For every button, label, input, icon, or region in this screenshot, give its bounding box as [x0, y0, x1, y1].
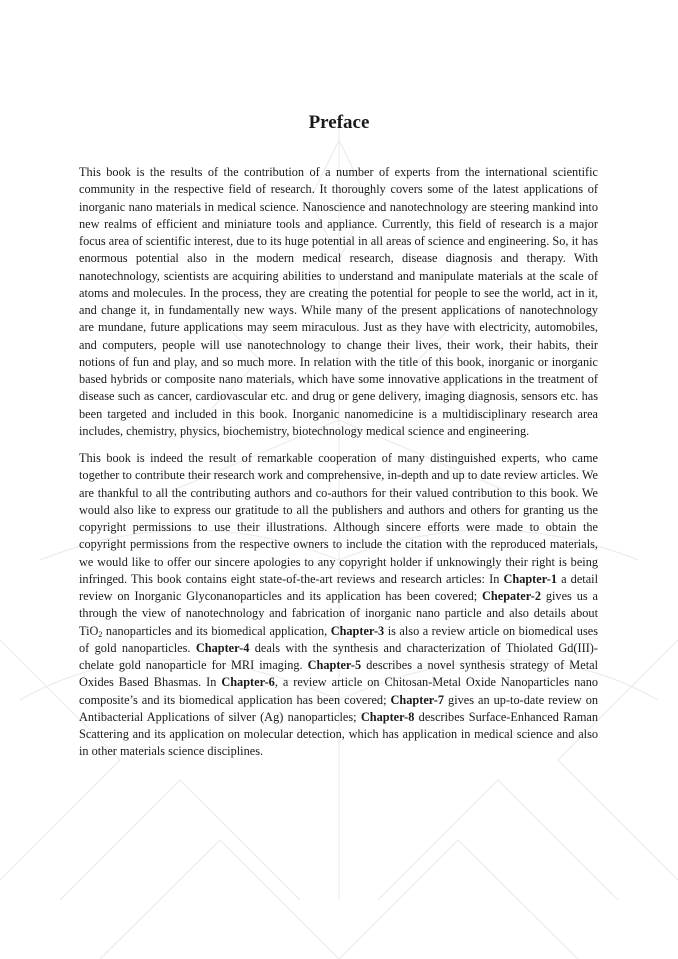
chapter-6-ref: Chapter-6	[221, 675, 275, 690]
chapter-4-ref: Chapter-4	[195, 640, 250, 655]
tio2-subscript: 2	[98, 629, 103, 639]
chapter-7-ref: Chapter-7	[390, 692, 445, 707]
preface-body	[79, 164, 598, 771]
paragraph-1: This book is the results of the contribution of a number of experts from the international scientific community in the respective field of research. It thoroughly covers some of the latest applications of inorganic nano materials in medical science. Nanoscience and nanotechnology are steering mankind into new realms of efficient and miniature tools and appliance. Currently, this field of research is a major focus area of scientific interest, due to its huge potential in all areas of science and engineering. So, it has enormous potential also in the modern medical research, disease diagnosis and therapy. With nanotechnology, scientists are acquiring abilities to understand and manipulate materials at the scale of atoms and molecules. In the process, they are creating the potential for people to see the world, act in it, and change it, in fundamentally new ways. While many of the present applications of nanotechnology are mundane, future applications may seem miraculous. Just as they have with electricity, automobiles, and computers, people will use nanotechnology to change their lives, their work, their habits, their notions of fun and play, and so much more. In relation with the title of this book, inorganic or inorganic based hybrids or composite nano materials, which have some innovative applications in the treatment of disease such as cancer, cardiovascular etc. and drug or gene delivery, imaging diagnosis, sensors etc. has been targeted and included in this book. Inorganic nanomedicine is a multidisciplinary research area includes, chemistry, physics, biochemistry, biotechnology medical science and engineering.	[79, 165, 598, 438]
chapter-8-ref: Chapter-8	[360, 709, 415, 724]
chapter-5-ref: Chapter-5	[307, 658, 362, 672]
chapter-3-ref: Chapter-3	[330, 623, 385, 638]
chapter-2-text-b: nanoparticles and its biomedical application,	[102, 623, 331, 638]
chapter-4-text: deals with the synthesis and characterization of Thiolated Gd(III)-chelate gold nanoparticle for MRI imaging.	[79, 640, 598, 672]
chapter-7-text: gives an up-to-date review on Antibacterial Applications of silver (Ag) nanoparticles;	[79, 692, 598, 724]
paragraph-2	[79, 450, 598, 761]
paragraph-2-intro: This book is indeed the result of remarkable cooperation of many distinguished experts, who came together to contribute their research work and comprehensive, in-depth and up to date review articles. We are thankful to all the contributing authors and co-authors for their valued contribution to this book. We would also like to express our gratitude to all the publishers and authors and others for granting us the copyright permissions to use their illustrations. Although sincere efforts were made to obtain the copyright permissions from the respective owners to include the citation with the reproduced materials, we would like to offer our sincere apologies to any copyright holder if unknowingly their right is being infringed. This book contains eight state-of-the-art reviews and research articles: In	[79, 451, 598, 586]
chapter-5-text: describes a novel synthesis strategy of Metal Oxides Based Bhasmas. In	[79, 658, 598, 690]
page-title: Preface	[308, 112, 370, 133]
chapter-1-text: a detail review on Inorganic Glyconanoparticles and its application has been covered;	[79, 571, 599, 603]
chapter-6-text: , a review article on Chitosan-Metal Oxide Nanoparticles nano composite’s and its biomedical application has been covered;	[79, 675, 599, 707]
chapter-1-ref: Chapter-1	[503, 571, 557, 586]
chapter-3-text: is also a review article on biomedical uses of gold nanoparticles.	[79, 623, 598, 655]
chapter-8-text: describes Surface-Enhanced Raman Scattering and its application on molecular detection, which has application in medical science and also in other materials science disciplines.	[79, 709, 598, 759]
chapter-2-text: gives us a through the view of nanotechnology and fabrication of inorganic nano particle and also details about TiO	[79, 589, 598, 638]
chapter-2-ref: Chepater-2	[482, 589, 541, 603]
